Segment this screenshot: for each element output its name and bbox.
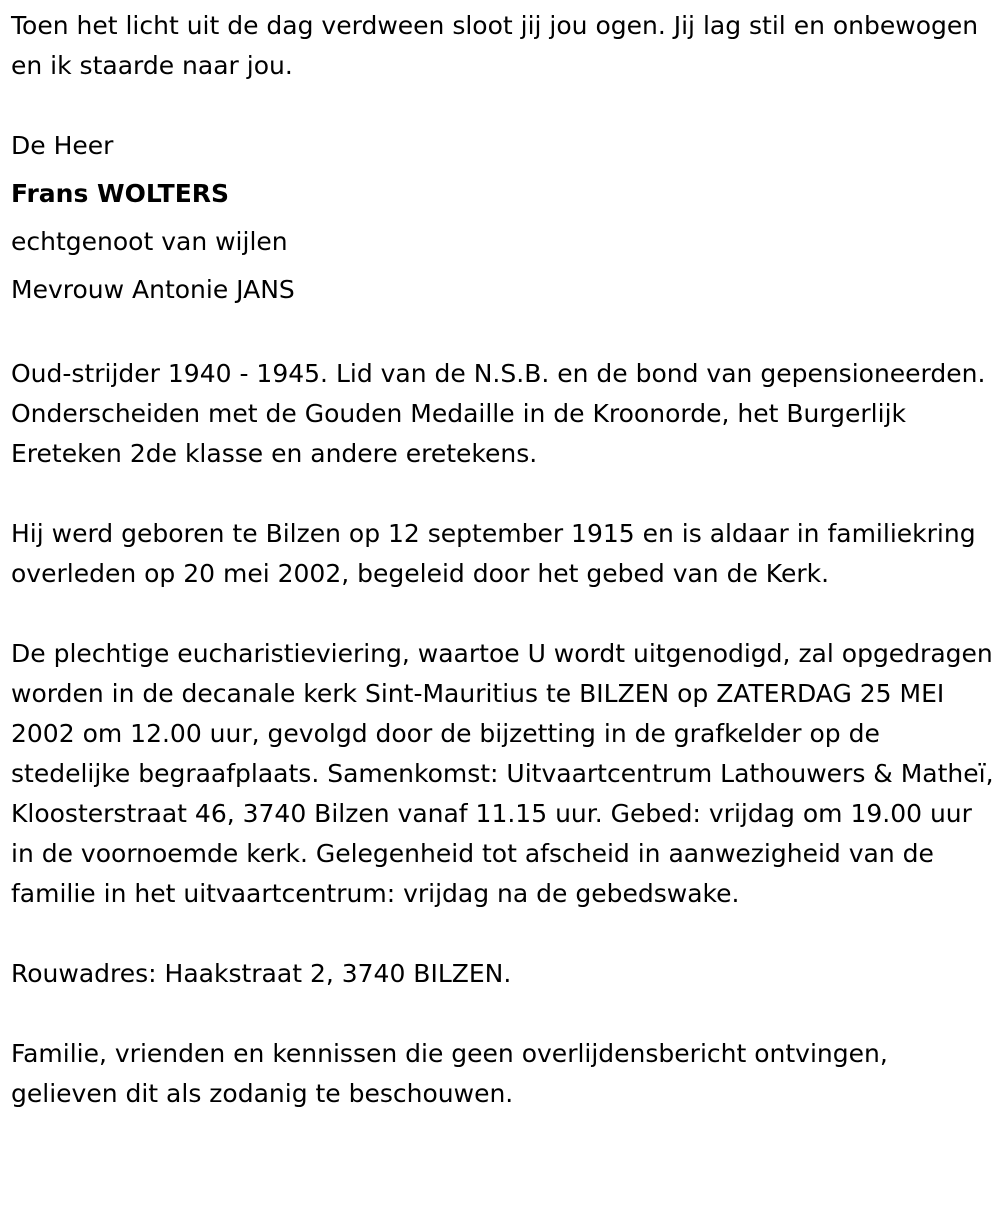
spacer	[11, 314, 996, 354]
ceremony-paragraph: De plechtige eucharistieviering, waartoe U wordt uitgenodigd, zal opgedragen worden in de decanale kerk Sint-Mauritius te BILZEN op ZATERDAG 25 MEI 2002 om 12.00 uur, gevolgd door de bijzetting in de grafkelder op de stedelijke begraafplaats. Samenkomst: Uitvaartcentrum Lathouwers & Matheï, Kloosterstraat 46, 3740 Bilzen vanaf 11.15 uur. Gebed: vrijdag om 19.00 uur in de voornoemde kerk. Gelegenheid tot afscheid in aanwezigheid van de familie in het uitvaartcentrum: vrijdag na de gebedswake.	[11, 639, 994, 908]
opening-verse: Toen het licht uit de dag verdween sloot jij jou ogen. Jij lag stil en onbewogen en ik staarde naar jou.	[11, 11, 979, 80]
birth-death-paragraph: Hij werd geboren te Bilzen op 12 september 1915 en is aldaar in familiekring overleden op 20 mei 2002, begeleid door het gebed van de Kerk.	[11, 519, 976, 588]
spacer	[11, 474, 996, 514]
mourning-address: Rouwadres: Haakstraat 2, 3740 BILZEN.	[11, 959, 512, 988]
deceased-name: Frans WOLTERS	[11, 179, 230, 208]
spacer	[11, 994, 996, 1034]
deceased-relation: echtgenoot van wijlen	[11, 227, 288, 256]
spacer	[11, 86, 996, 126]
spacer	[11, 914, 996, 954]
closing-note: Familie, vrienden en kennissen die geen overlijdensbericht ontvingen, gelieven dit als zodanig te beschouwen.	[11, 1039, 888, 1108]
spacer	[11, 594, 996, 634]
deceased-spouse: Mevrouw Antonie JANS	[11, 275, 295, 304]
deceased-title: De Heer	[11, 131, 114, 160]
obituary-document	[11, 6, 996, 1114]
deceased-block	[11, 122, 996, 314]
biography-paragraph: Oud-strijder 1940 - 1945. Lid van de N.S.B. en de bond van gepensioneerden. Onderscheiden met de Gouden Medaille in de Kroonorde, het Burgerlijk Ereteken 2de klasse en andere eretekens.	[11, 359, 986, 468]
